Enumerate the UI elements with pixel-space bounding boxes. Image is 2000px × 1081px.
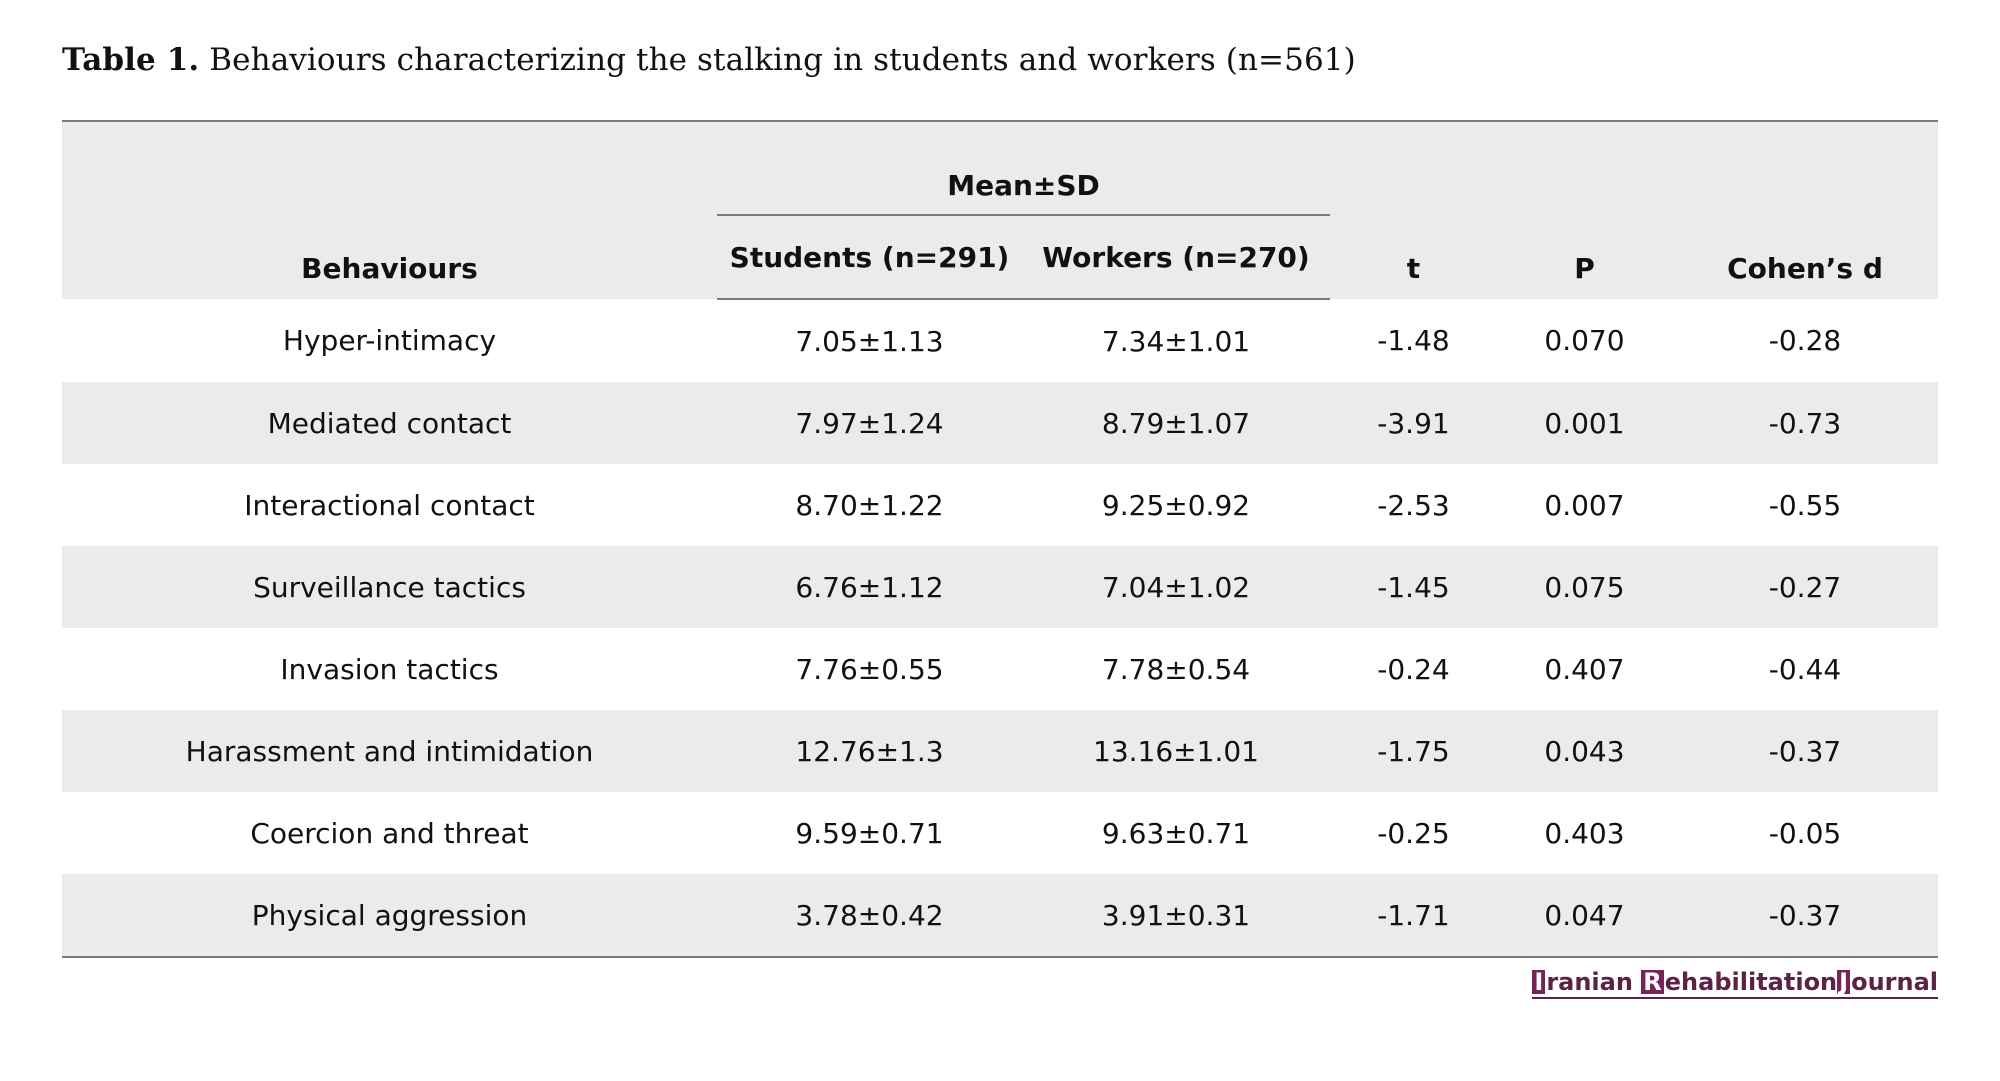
table-caption — [62, 42, 1356, 78]
cell-behaviour: Hyper-intimacy — [282, 324, 497, 357]
cell-p: 0.001 — [1497, 382, 1672, 464]
cell-behaviour: Invasion tactics — [280, 652, 499, 686]
cell-workers: 7.34±1.01 — [1101, 324, 1251, 358]
cell-p: 0.070 — [1544, 324, 1625, 357]
table-row — [62, 874, 1938, 957]
cell-t: -1.75 — [1330, 710, 1497, 792]
cell-workers: 8.79±1.07 — [1022, 382, 1330, 464]
cell-students: 12.76±1.3 — [717, 710, 1022, 792]
cell-cohens-d: -0.05 — [1768, 816, 1842, 850]
cell-cohens-d: -0.55 — [1768, 488, 1842, 522]
caption-label: Table 1. — [62, 42, 200, 78]
cell-students: 3.78±0.42 — [717, 874, 1022, 957]
header-t: t — [1330, 121, 1497, 299]
cell-cohens-d: -0.27 — [1672, 546, 1938, 628]
cell-students: 8.70±1.22 — [795, 488, 944, 522]
table-row — [62, 299, 1938, 382]
cell-cohens-d: -0.73 — [1672, 382, 1938, 464]
cell-t: -3.91 — [1330, 382, 1497, 464]
cell-p: 0.075 — [1497, 546, 1672, 628]
cell-workers: 3.91±0.31 — [1022, 874, 1330, 957]
table-row — [62, 710, 1938, 792]
cell-workers: 7.78±0.54 — [1101, 652, 1251, 686]
cell-cohens-d: -0.28 — [1768, 324, 1842, 357]
cell-workers: 9.63±0.71 — [1101, 816, 1251, 850]
cell-p: 0.007 — [1544, 488, 1625, 522]
cell-behaviour: Mediated contact — [62, 382, 717, 464]
header-behaviours: Behaviours — [62, 121, 717, 299]
cell-students: 7.76±0.55 — [795, 652, 944, 686]
cell-t: -2.53 — [1377, 488, 1450, 522]
cell-workers: 7.04±1.02 — [1022, 546, 1330, 628]
journal-logo — [1532, 968, 1938, 999]
logo-word-ranian: ranian — [1546, 968, 1633, 996]
cell-p: 0.407 — [1544, 652, 1625, 686]
header-mean-sd — [717, 121, 1330, 216]
table-body — [62, 299, 1938, 957]
results-table-container — [62, 120, 1938, 958]
cell-behaviour: Interactional contact — [244, 488, 535, 522]
header-students: Students (n=291) — [717, 216, 1022, 299]
cell-behaviour: Physical aggression — [62, 874, 717, 957]
table-row — [62, 546, 1938, 628]
cell-students: 9.59±0.71 — [795, 816, 944, 850]
table-header — [62, 121, 1938, 299]
mean-sd-divider — [717, 214, 1330, 216]
table-row — [62, 464, 1938, 546]
cell-workers: 13.16±1.01 — [1022, 710, 1330, 792]
cell-students: 7.05±1.13 — [795, 324, 944, 358]
cell-students: 6.76±1.12 — [717, 546, 1022, 628]
cell-behaviour: Surveillance tactics — [62, 546, 717, 628]
header-row-1 — [62, 121, 1938, 216]
cell-workers: 9.25±0.92 — [1101, 488, 1251, 522]
logo-letter-i: I — [1534, 968, 1544, 996]
header-p: P — [1497, 121, 1672, 299]
header-workers: Workers (n=270) — [1022, 216, 1330, 299]
cell-p: 0.043 — [1497, 710, 1672, 792]
cell-behaviour: Harassment and intimidation — [62, 710, 717, 792]
header-cohens-d: Cohen’s d — [1672, 121, 1938, 299]
cell-p: 0.047 — [1497, 874, 1672, 957]
results-table — [62, 120, 1938, 958]
logo-word-ournal: ournal — [1851, 968, 1938, 996]
cell-cohens-d: -0.44 — [1768, 652, 1842, 686]
logo-letter-r: R — [1643, 968, 1662, 996]
cell-t: -0.25 — [1377, 816, 1450, 850]
logo-word-ehabilitation: ehabilitation — [1664, 968, 1838, 996]
cell-t: -1.45 — [1330, 546, 1497, 628]
cell-behaviour: Coercion and threat — [250, 816, 529, 850]
cell-t: -1.48 — [1377, 324, 1450, 357]
cell-t: -1.71 — [1330, 874, 1497, 957]
caption-text: Behaviours characterizing the stalking in students and workers (n=561) — [209, 42, 1356, 78]
cell-students: 7.97±1.24 — [717, 382, 1022, 464]
table-row — [62, 382, 1938, 464]
table-row — [62, 792, 1938, 874]
table-row — [62, 628, 1938, 710]
cell-p: 0.403 — [1544, 816, 1625, 850]
cell-cohens-d: -0.37 — [1672, 874, 1938, 957]
cell-cohens-d: -0.37 — [1672, 710, 1938, 792]
cell-t: -0.24 — [1377, 652, 1450, 686]
header-mean-sd-label: Mean±SD — [947, 169, 1100, 202]
logo-letter-j: J — [1839, 968, 1849, 996]
